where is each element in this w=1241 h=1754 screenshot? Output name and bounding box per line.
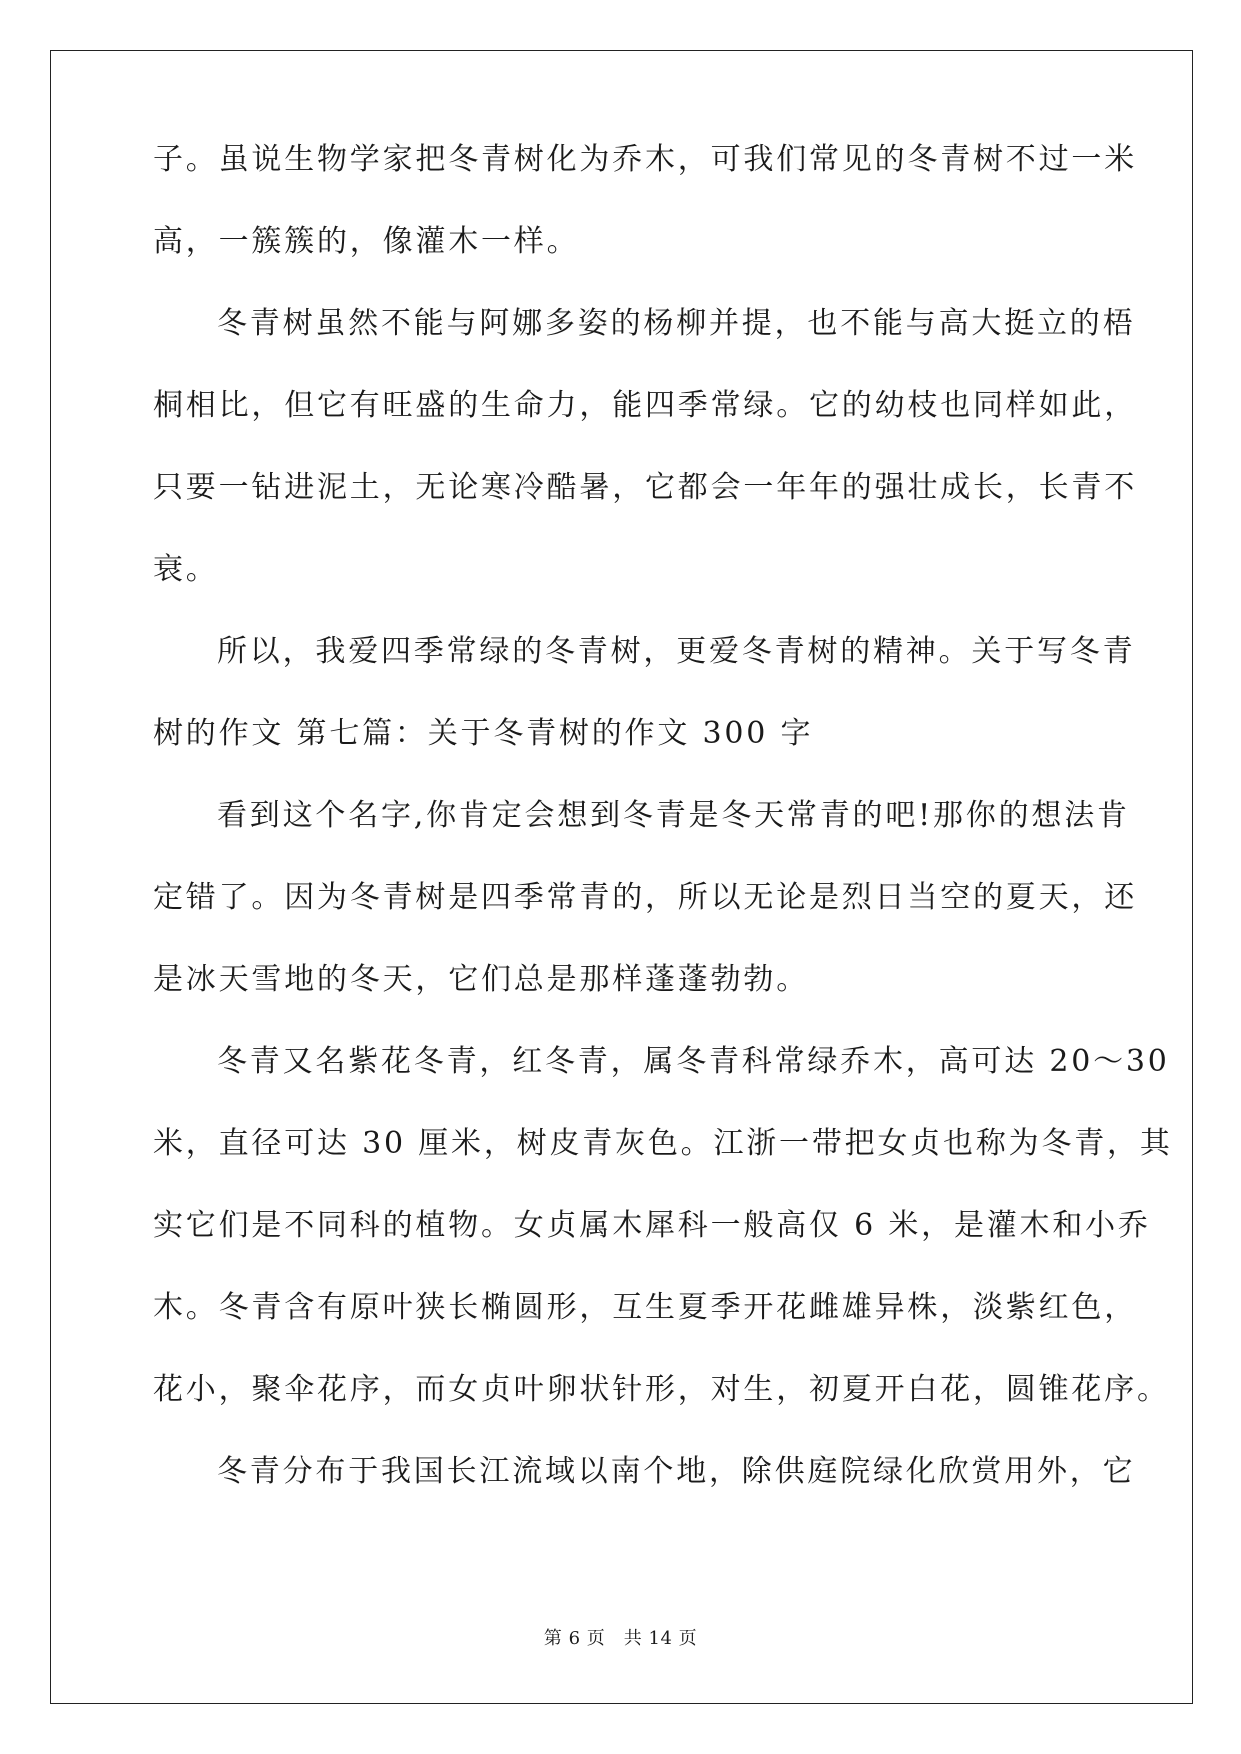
- text-line: 子。虽说生物学家把冬青树化为乔木，可我们常见的冬青树不过一米: [153, 142, 1137, 177]
- paragraph-first-line: 所以，我爱四季常绿的冬青树，更爱冬青树的精神。关于写冬青: [217, 634, 1136, 669]
- paragraph-first-line: 看到这个名字,你肯定会想到冬青是冬天常青的吧!那你的想法肯: [217, 798, 1130, 833]
- text-line: 是冰天雪地的冬天，它们总是那样蓬蓬勃勃。: [153, 962, 809, 997]
- text-line: 花小，聚伞花序，而女贞叶卵状针形，对生，初夏开白花，圆锥花序。: [153, 1372, 1170, 1407]
- paragraph-first-line: 冬青又名紫花冬青，红冬青，属冬青科常绿乔木，高可达 20～30: [217, 1044, 1170, 1079]
- text-line: 定错了。因为冬青树是四季常青的，所以无论是烈日当空的夏天，还: [153, 880, 1137, 915]
- text-line: 树的作文 第七篇：关于冬青树的作文 300 字: [153, 716, 814, 751]
- page-footer: 第 6 页 共 14 页: [543, 1628, 698, 1649]
- text-line: 实它们是不同科的植物。女贞属木犀科一般高仅 6 米，是灌木和小乔: [153, 1208, 1151, 1243]
- text-line: 米，直径可达 30 厘米，树皮青灰色。江浙一带把女贞也称为冬青，其: [153, 1126, 1173, 1161]
- text-line: 衰。: [153, 552, 219, 587]
- text-line: 高，一簇簇的，像灌木一样。: [153, 224, 580, 259]
- paragraph-first-line: 冬青分布于我国长江流域以南个地，除供庭院绿化欣赏用外，它: [217, 1454, 1136, 1489]
- text-line: 木。冬青含有原叶狭长椭圆形，互生夏季开花雌雄异株，淡紫红色，: [153, 1290, 1137, 1325]
- text-line: 只要一钻进泥土，无论寒冷酷暑，它都会一年年的强壮成长，长青不: [153, 470, 1137, 505]
- document-body: [153, 142, 1173, 1554]
- text-line: 桐相比，但它有旺盛的生命力，能四季常绿。它的幼枝也同样如此，: [153, 388, 1137, 423]
- paragraph-first-line: 冬青树虽然不能与阿娜多姿的杨柳并提，也不能与高大挺立的梧: [217, 306, 1136, 341]
